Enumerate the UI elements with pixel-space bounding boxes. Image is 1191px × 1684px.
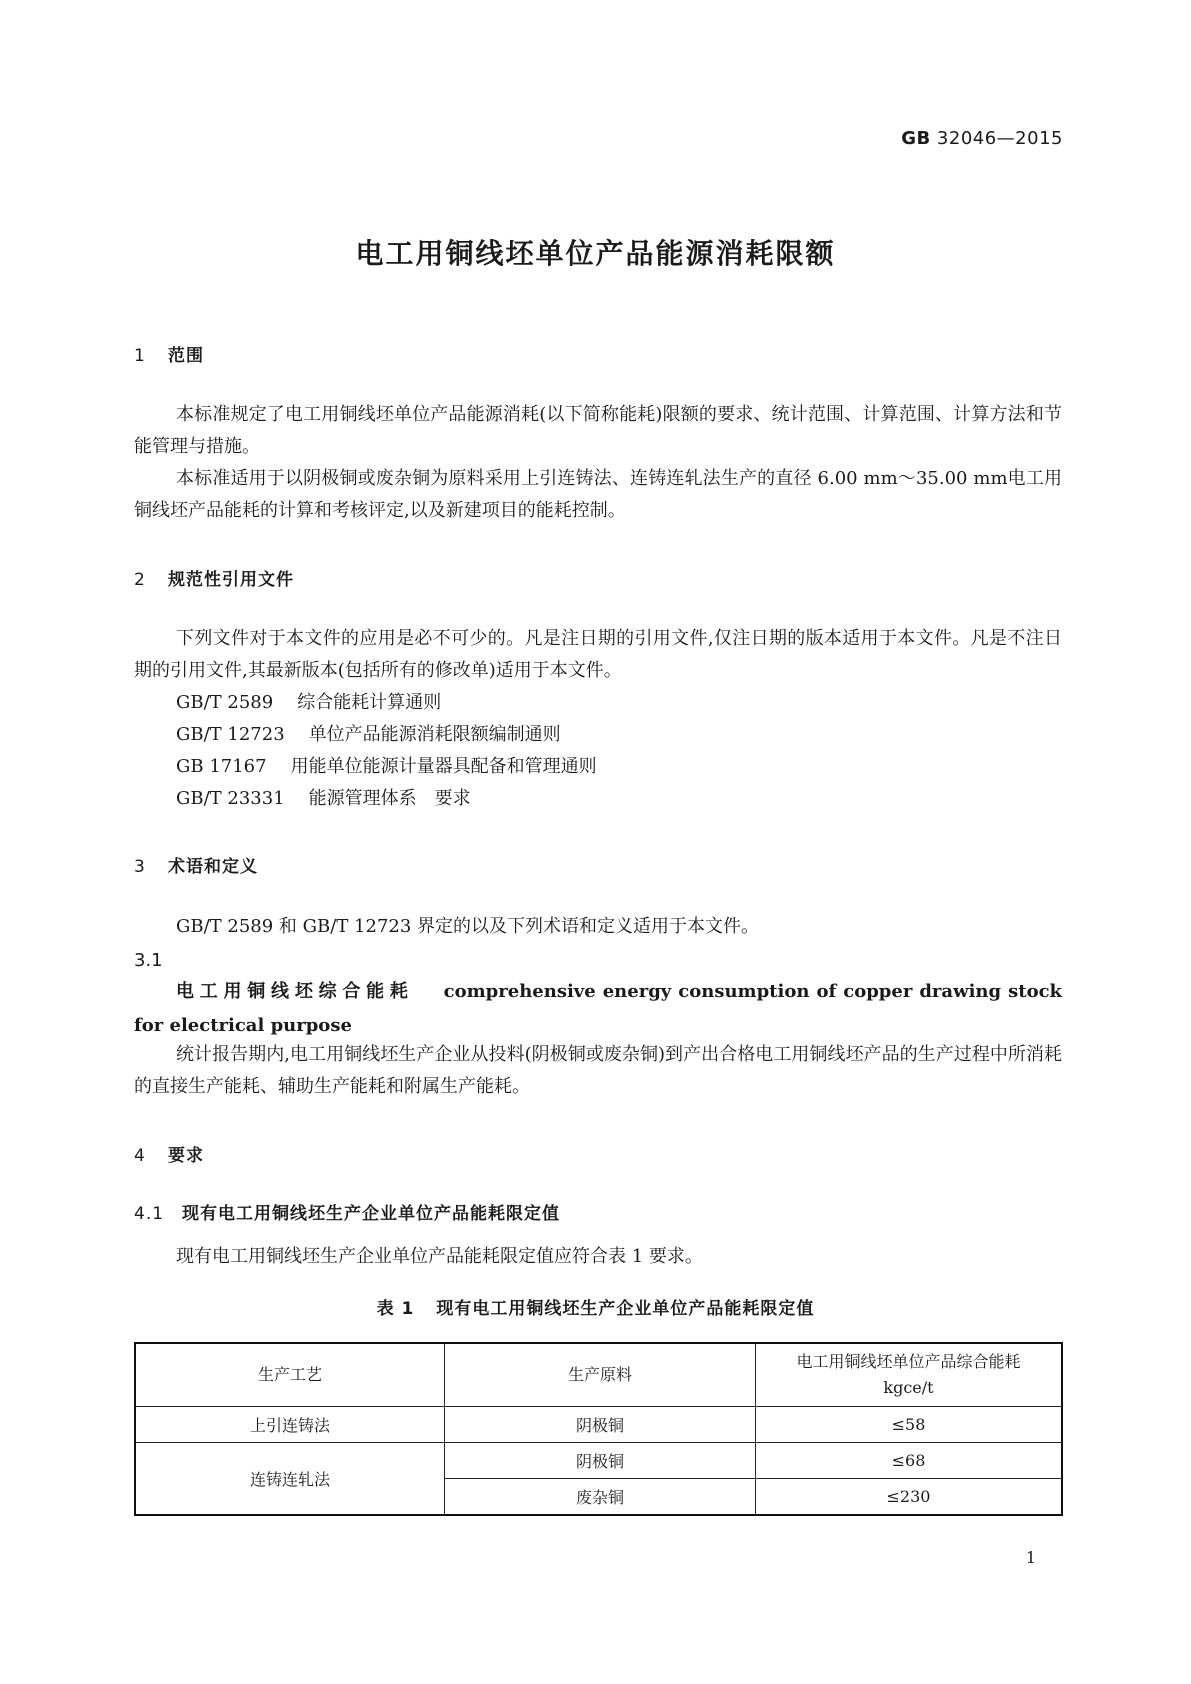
reference-name: 综合能耗计算通则 [297,692,442,713]
section-title: 范围 [168,346,204,366]
term-chinese: 电工用铜线坯综合能耗 [176,981,414,1002]
reference-code: GB/T 12723 [176,724,285,745]
table-title: 现有电工用铜线坯生产企业单位产品能耗限定值 [436,1299,815,1319]
table-row [135,1407,1062,1443]
table-caption [0,1294,1191,1319]
section-1-paragraph-1: 本标准规定了电工用铜线坯单位产品能源消耗(以下简称能耗)限额的要求、统计范围、计算范围、计算方法和节能管理与措施。 [134,404,1062,457]
subsection-number: 4.1 [134,1204,165,1224]
section-number: 4 [134,1146,146,1166]
reference-item [176,687,441,719]
section-3-heading [134,852,258,877]
section-4-heading [134,1141,204,1166]
standard-number [901,128,1063,149]
section-1-heading [134,341,204,366]
cell-value: ≤68 [756,1443,1063,1479]
reference-name: 单位产品能源消耗限额编制通则 [308,724,561,745]
cell-process: 上引连铸法 [135,1407,445,1443]
table-header-row [135,1343,1062,1407]
section-2-heading [134,565,294,590]
section-title: 要求 [168,1146,204,1166]
cell-value: ≤58 [756,1407,1063,1443]
subsection-title: 现有电工用铜线坯生产企业单位产品能耗限定值 [182,1204,560,1224]
energy-limit-table [134,1342,1063,1516]
section-title: 规范性引用文件 [168,570,294,590]
reference-item [176,719,561,751]
reference-item [176,751,597,783]
term-english: comprehensive energy consumption of copper drawing stock for electrical purpose [134,981,1063,1036]
section-number: 2 [134,570,146,590]
page-number: 1 [1025,1548,1036,1567]
cell-material: 阴极铜 [445,1407,756,1443]
header-unit: kgce/t [883,1378,934,1397]
term-number: 3.1 [134,950,163,971]
header-consumption-label: 电工用铜线坯单位产品综合能耗 [796,1352,1021,1371]
section-2-intro: 下列文件对于本文件的应用是必不可少的。凡是注日期的引用文件,仅注日期的版本适用于本文件。凡是不注日期的引用文件,其最新版本(包括所有的修改单)适用于本文件。 [134,628,1062,681]
standard-prefix: GB [901,128,931,149]
header-material: 生产原料 [445,1343,756,1407]
section-4-1-text: 现有电工用铜线坯生产企业单位产品能耗限定值应符合表 1 要求。 [176,1246,703,1267]
cell-material: 阴极铜 [445,1443,756,1479]
reference-name: 能源管理体系 要求 [308,788,471,809]
table-label: 表 1 [376,1299,415,1319]
section-4-1-heading [134,1199,560,1224]
header-process: 生产工艺 [135,1343,445,1407]
header-consumption [756,1343,1063,1407]
section-number: 3 [134,857,146,877]
cell-material: 废杂铜 [445,1479,756,1516]
reference-code: GB/T 23331 [176,788,285,809]
section-1-paragraph-2: 本标准适用于以阴极铜或废杂铜为原料采用上引连铸法、连铸连轧法生产的直径 6.00 mm～35.00 mm电工用铜线坯产品能耗的计算和考核评定,以及新建项目的能耗控制。 [134,468,1062,521]
section-title: 术语和定义 [168,857,258,877]
cell-value: ≤230 [756,1479,1063,1516]
reference-code: GB/T 2589 [176,692,274,713]
term-entry [134,975,1062,1043]
reference-name: 用能单位能源计量器具配备和管理通则 [290,756,597,777]
section-number: 1 [134,346,146,366]
table-row [135,1443,1062,1479]
standard-code: 32046—2015 [936,128,1063,149]
section-3-intro: GB/T 2589 和 GB/T 12723 界定的以及下列术语和定义适用于本文件。 [176,916,760,937]
term-definition: 统计报告期内,电工用铜线坯生产企业从投料(阴极铜或废杂铜)到产出合格电工用铜线坯产品的生产过程中所消耗的直接生产能耗、辅助生产能耗和附属生产能耗。 [134,1044,1062,1097]
reference-code: GB 17167 [176,756,267,777]
document-title: 电工用铜线坯单位产品能源消耗限额 [355,237,836,270]
reference-item [176,783,471,815]
cell-process: 连铸连轧法 [135,1443,445,1516]
